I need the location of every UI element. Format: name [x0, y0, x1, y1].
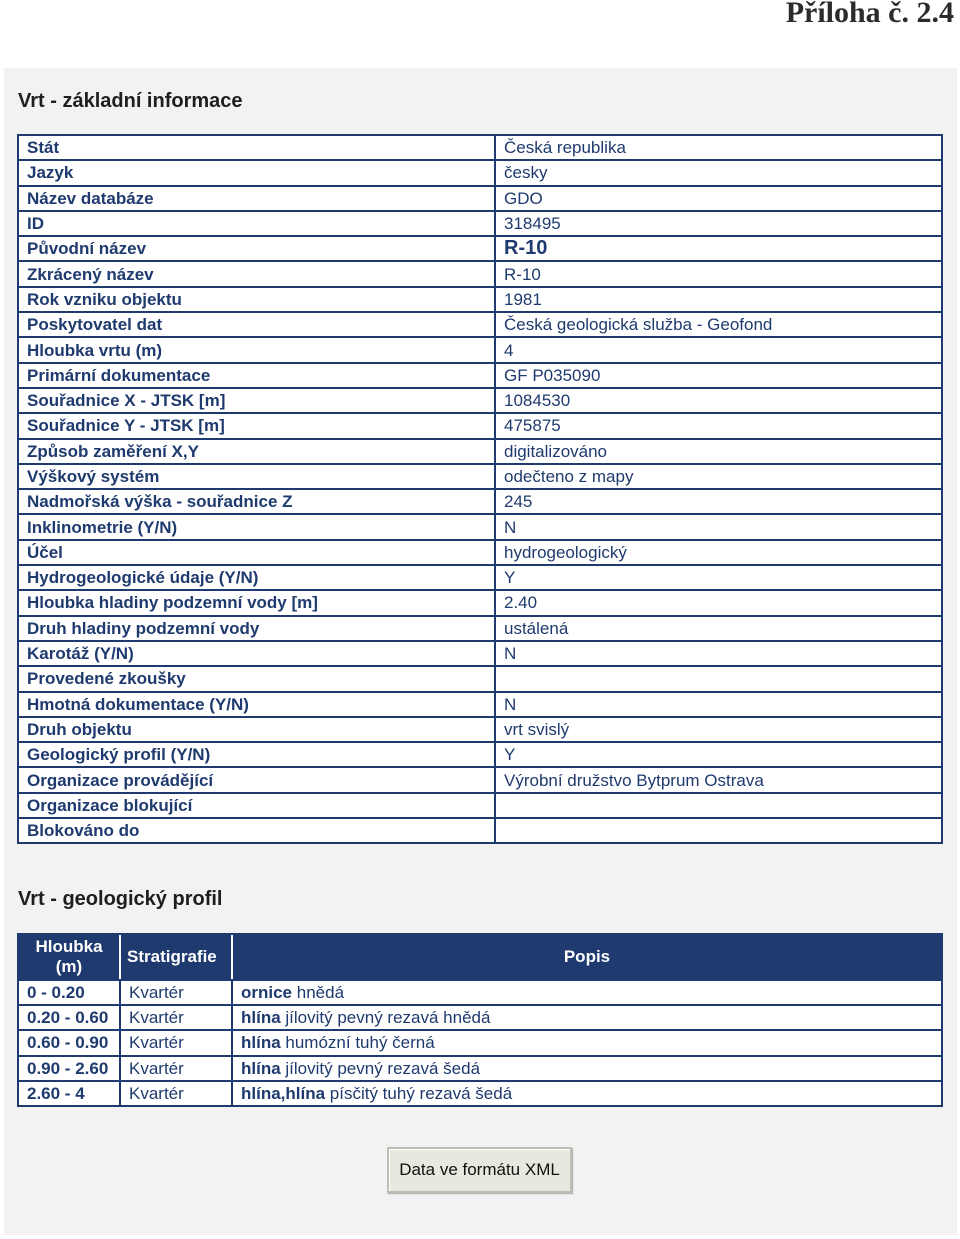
description-detail: písčitý tuhý rezavá šedá	[325, 1083, 513, 1103]
info-row	[19, 389, 941, 414]
info-value: 1981	[496, 288, 941, 313]
info-value: hydrogeologický	[496, 541, 941, 566]
info-row	[19, 515, 941, 540]
info-value: digitalizováno	[496, 440, 941, 465]
profile-stratigraphy: Kvartér	[121, 979, 233, 1004]
info-label: Hloubka hladiny podzemní vody [m]	[19, 591, 496, 616]
info-value: Česká geologická služba - Geofond	[496, 313, 941, 338]
info-label: Provedené zkoušky	[19, 667, 496, 692]
description-detail: hnědá	[292, 983, 345, 1003]
info-value: 245	[496, 490, 941, 515]
info-row	[19, 440, 941, 465]
profile-row	[19, 1004, 941, 1029]
info-label: Poskytovatel dat	[19, 313, 496, 338]
attachment-label: Příloha č. 2.4	[785, 0, 954, 29]
info-row	[19, 566, 941, 591]
profile-row	[19, 979, 941, 1004]
description-detail: humózní tuhý černá	[280, 1033, 435, 1053]
info-row	[19, 136, 941, 161]
info-label: ID	[19, 212, 496, 237]
description-rock-name: hlína	[241, 1058, 281, 1078]
info-row	[19, 262, 941, 287]
xml-data-button[interactable]: Data ve formátu XML	[387, 1147, 572, 1193]
info-value: česky	[496, 161, 941, 186]
info-value: 2.40	[496, 591, 941, 616]
info-row	[19, 187, 941, 212]
info-label: Zkrácený název	[19, 262, 496, 287]
profile-row	[19, 1055, 941, 1080]
info-value: 318495	[496, 212, 941, 237]
info-value: GF P035090	[496, 364, 941, 389]
description-detail: jílovitý pevný rezavá hnědá	[280, 1008, 491, 1028]
info-value: N	[496, 642, 941, 667]
profile-depth: 0.60 - 0.90	[19, 1029, 121, 1054]
info-row	[19, 743, 941, 768]
info-value: N	[496, 693, 941, 718]
info-row	[19, 768, 941, 793]
info-value: vrt svislý	[496, 718, 941, 743]
info-label: Hydrogeologické údaje (Y/N)	[19, 566, 496, 591]
info-label: Druh objektu	[19, 718, 496, 743]
info-row	[19, 591, 941, 616]
info-label: Název databáze	[19, 187, 496, 212]
profile-stratigraphy: Kvartér	[121, 1055, 233, 1080]
info-label: Hmotná dokumentace (Y/N)	[19, 693, 496, 718]
profile-stratigraphy: Kvartér	[121, 1004, 233, 1029]
info-value: 475875	[496, 414, 941, 439]
info-value: odečteno z mapy	[496, 465, 941, 490]
info-row	[19, 288, 941, 313]
info-label: Primární dokumentace	[19, 364, 496, 389]
info-label: Karotáž (Y/N)	[19, 642, 496, 667]
info-value: R-10	[496, 237, 941, 262]
info-row	[19, 490, 941, 515]
info-row	[19, 414, 941, 439]
basic-info-title: Vrt - základní informace	[18, 90, 243, 112]
info-row	[19, 364, 941, 389]
info-row	[19, 212, 941, 237]
profile-header-row	[19, 935, 941, 979]
profile-stratigraphy: Kvartér	[121, 1080, 233, 1105]
geological-profile-title: Vrt - geologický profil	[18, 888, 223, 910]
description-rock-name: hlína	[241, 1033, 281, 1053]
description-rock-name: ornice	[241, 983, 293, 1003]
profile-depth: 0 - 0.20	[19, 979, 121, 1004]
info-label: Jazyk	[19, 161, 496, 186]
info-label: Geologický profil (Y/N)	[19, 743, 496, 768]
info-value: GDO	[496, 187, 941, 212]
info-label: Hloubka vrtu (m)	[19, 338, 496, 363]
profile-depth: 2.60 - 4	[19, 1080, 121, 1105]
profile-description	[233, 1055, 941, 1080]
profile-description	[233, 1080, 941, 1105]
info-row	[19, 667, 941, 692]
info-label: Výškový systém	[19, 465, 496, 490]
info-row	[19, 819, 941, 842]
info-value: N	[496, 515, 941, 540]
profile-depth: 0.20 - 0.60	[19, 1004, 121, 1029]
info-label: Organizace blokující	[19, 794, 496, 819]
description-rock-name: hlína,hlína	[241, 1083, 326, 1103]
info-value: Y	[496, 743, 941, 768]
info-row	[19, 161, 941, 186]
info-row	[19, 541, 941, 566]
description-rock-name: hlína	[241, 1008, 281, 1028]
info-value: R-10	[496, 262, 941, 287]
header-stratigraphy: Stratigrafie	[121, 935, 233, 979]
info-label: Blokováno do	[19, 819, 496, 842]
header-description: Popis	[233, 935, 941, 979]
info-value: Výrobní družstvo Bytprum Ostrava	[496, 768, 941, 793]
info-value: Y	[496, 566, 941, 591]
basic-info-table	[17, 134, 943, 844]
info-label: Souřadnice X - JTSK [m]	[19, 389, 496, 414]
info-label: Rok vzniku objektu	[19, 288, 496, 313]
info-label: Účel	[19, 541, 496, 566]
profile-depth: 0.90 - 2.60	[19, 1055, 121, 1080]
info-row	[19, 465, 941, 490]
info-row	[19, 642, 941, 667]
info-label: Inklinometrie (Y/N)	[19, 515, 496, 540]
profile-row	[19, 1080, 941, 1105]
info-value	[496, 794, 941, 819]
profile-row	[19, 1029, 941, 1054]
geological-profile-table	[17, 933, 943, 1107]
info-row	[19, 794, 941, 819]
profile-stratigraphy: Kvartér	[121, 1029, 233, 1054]
info-value	[496, 667, 941, 692]
info-row	[19, 237, 941, 262]
info-label: Způsob zaměření X,Y	[19, 440, 496, 465]
info-value: 1084530	[496, 389, 941, 414]
description-detail: jílovitý pevný rezavá šedá	[280, 1058, 481, 1078]
info-row	[19, 718, 941, 743]
info-label: Organizace provádějící	[19, 768, 496, 793]
profile-description	[233, 979, 941, 1004]
info-label: Stát	[19, 136, 496, 161]
profile-description	[233, 1029, 941, 1054]
info-label: Druh hladiny podzemní vody	[19, 617, 496, 642]
profile-description	[233, 1004, 941, 1029]
info-label: Původní název	[19, 237, 496, 262]
info-value: 4	[496, 338, 941, 363]
info-label: Souřadnice Y - JTSK [m]	[19, 414, 496, 439]
info-value	[496, 819, 941, 842]
info-label: Nadmořská výška - souřadnice Z	[19, 490, 496, 515]
info-row	[19, 693, 941, 718]
info-row	[19, 338, 941, 363]
header-depth: Hloubka (m)	[19, 935, 121, 979]
info-row	[19, 313, 941, 338]
info-value: ustálená	[496, 617, 941, 642]
info-value: Česká republika	[496, 136, 941, 161]
info-row	[19, 617, 941, 642]
